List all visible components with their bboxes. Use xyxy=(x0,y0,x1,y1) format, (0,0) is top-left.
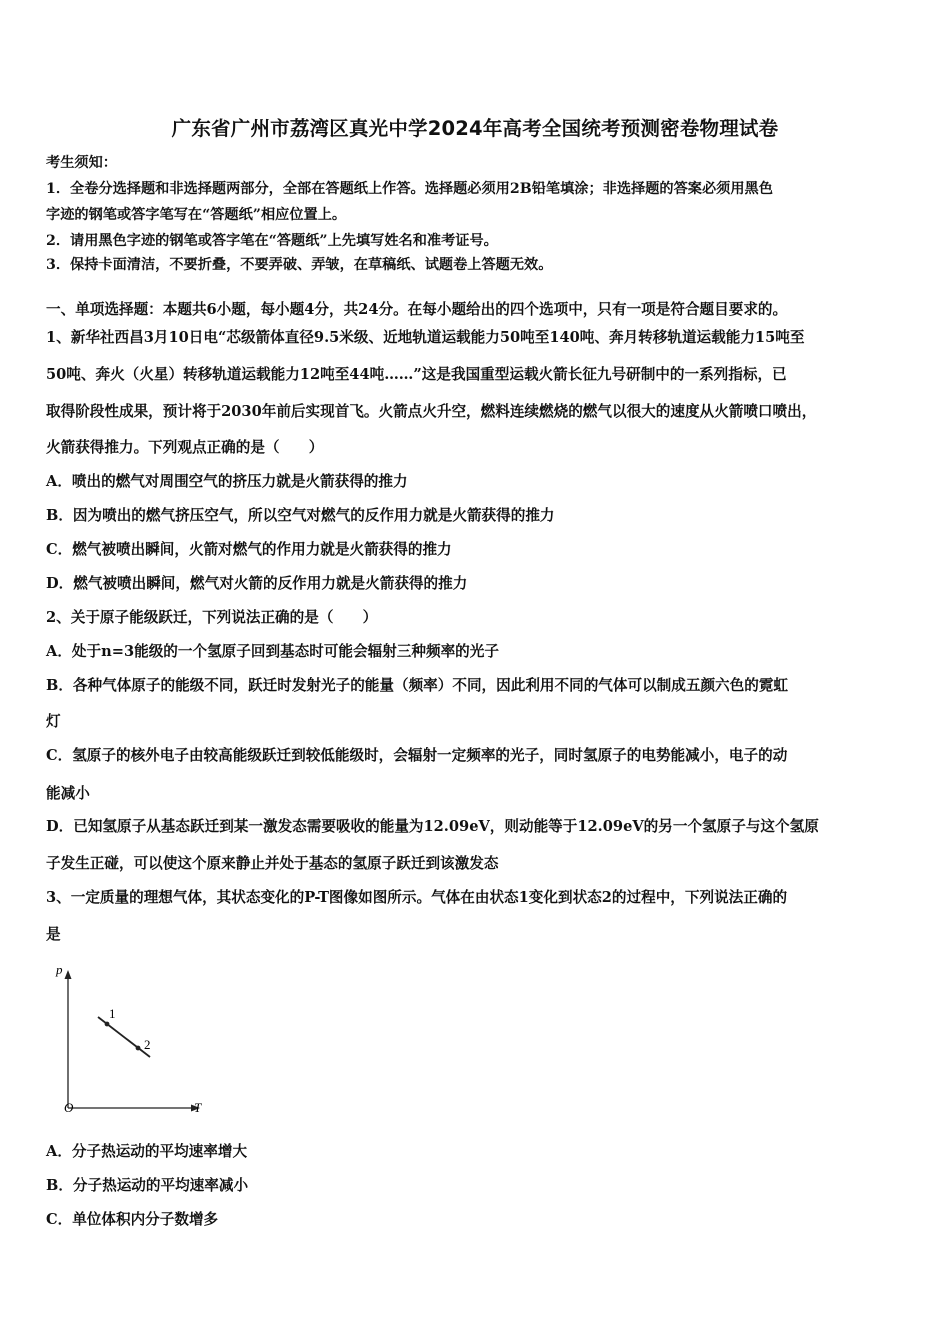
question-3-stem: 是 xyxy=(46,926,61,943)
notice-line: 字迹的钢笔或答字笔写在“答题纸”相应位置上。 xyxy=(46,207,347,223)
section-heading: 一、单项选择题：本题共6小题，每小题4分，共24分。在每小题给出的四个选项中，只有一项是符合题目要求的。 xyxy=(46,301,788,318)
y-axis-label: p xyxy=(56,962,63,977)
question-2-option-d-cont: 子发生正碰，可以使这个原来静止并处于基态的氢原子跃迁到该激发态 xyxy=(46,855,499,872)
question-3-option-b: B．分子热运动的平均速率减小 xyxy=(46,1177,249,1194)
question-1-stem: 50吨、奔火（火星）转移轨道运载能力12吨至44吨……”这是我国重型运载火箭长征九号研制中的一系列指标，已 xyxy=(46,366,787,383)
question-1-option-c: C．燃气被喷出瞬间，火箭对燃气的作用力就是火箭获得的推力 xyxy=(46,541,452,558)
origin-label: O xyxy=(64,1100,74,1115)
question-3-option-a: A．分子热运动的平均速率增大 xyxy=(46,1143,248,1160)
question-2-option-c: C．氢原子的核外电子由较高能级跃迁到较低能级时，会辐射一定频率的光子，同时氢原子的电势能减小，电子的动 xyxy=(46,747,788,764)
state-1-label: 1 xyxy=(109,1006,116,1021)
question-1-stem: 取得阶段性成果，预计将于2030年前后实现首飞。火箭点火升空，燃料连续燃烧的燃气以很大的速度从火箭喷口喷出， xyxy=(46,403,817,420)
state-2-label: 2 xyxy=(144,1037,151,1052)
question-1-stem: 火箭获得推力。下列观点正确的是（ ） xyxy=(46,439,324,456)
question-2-option-a: A．处于n=3能级的一个氢原子回到基态时可能会辐射三种频率的光子 xyxy=(46,643,499,660)
p-t-graph xyxy=(44,960,214,1120)
question-2-option-b-cont: 灯 xyxy=(46,713,61,730)
page-title: 广东省广州市荔湾区真光中学2024年高考全国统考预测密卷物理试卷 xyxy=(171,117,779,140)
question-2-option-d: D．已知氢原子从基态跃迁到某一激发态需要吸收的能量为12.09eV，则动能等于12.09eV的另一个氢原子与这个氢原 xyxy=(46,818,819,835)
y-axis-arrow-icon xyxy=(65,970,72,979)
question-1-option-a: A．喷出的燃气对周围空气的挤压力就是火箭获得的推力 xyxy=(46,473,408,490)
question-2-stem: 2、关于原子能级跃迁，下列说法正确的是（ ） xyxy=(46,609,378,626)
question-1-option-b: B．因为喷出的燃气挤压空气，所以空气对燃气的反作用力就是火箭获得的推力 xyxy=(46,507,555,524)
question-1-option-d: D．燃气被喷出瞬间，燃气对火箭的反作用力就是火箭获得的推力 xyxy=(46,575,468,592)
notice-line: 3．保持卡面清洁，不要折叠，不要弄破、弄皱，在草稿纸、试题卷上答题无效。 xyxy=(46,257,553,273)
notice-heading: 考生须知： xyxy=(46,155,117,171)
question-3-option-c: C．单位体积内分子数增多 xyxy=(46,1211,219,1228)
question-1-stem: 1、新华社西昌3月10日电“芯级箭体直径9.5米级、近地轨道运载能力50吨至140吨、奔月转移轨道运载能力15吨至 xyxy=(46,329,805,346)
notice-line: 2．请用黑色字迹的钢笔或答字笔在“答题纸”上先填写姓名和准考证号。 xyxy=(46,233,498,249)
state-2-point xyxy=(136,1046,141,1051)
state-1-point xyxy=(105,1022,110,1027)
notice-line: 1．全卷分选择题和非选择题两部分，全部在答题纸上作答。选择题必须用2B铅笔填涂；非选择题的答案必须用黑色 xyxy=(46,181,773,197)
question-3-stem: 3、一定质量的理想气体，其状态变化的P-T图像如图所示。气体在由状态1变化到状态2的过程中，下列说法正确的 xyxy=(46,889,788,906)
question-2-option-b: B．各种气体原子的能级不同，跃迁时发射光子的能量（频率）不同，因此利用不同的气体可以制成五颜六色的霓虹 xyxy=(46,677,789,694)
x-axis-label: T xyxy=(194,1100,202,1115)
question-2-option-c-cont: 能减小 xyxy=(46,785,90,802)
